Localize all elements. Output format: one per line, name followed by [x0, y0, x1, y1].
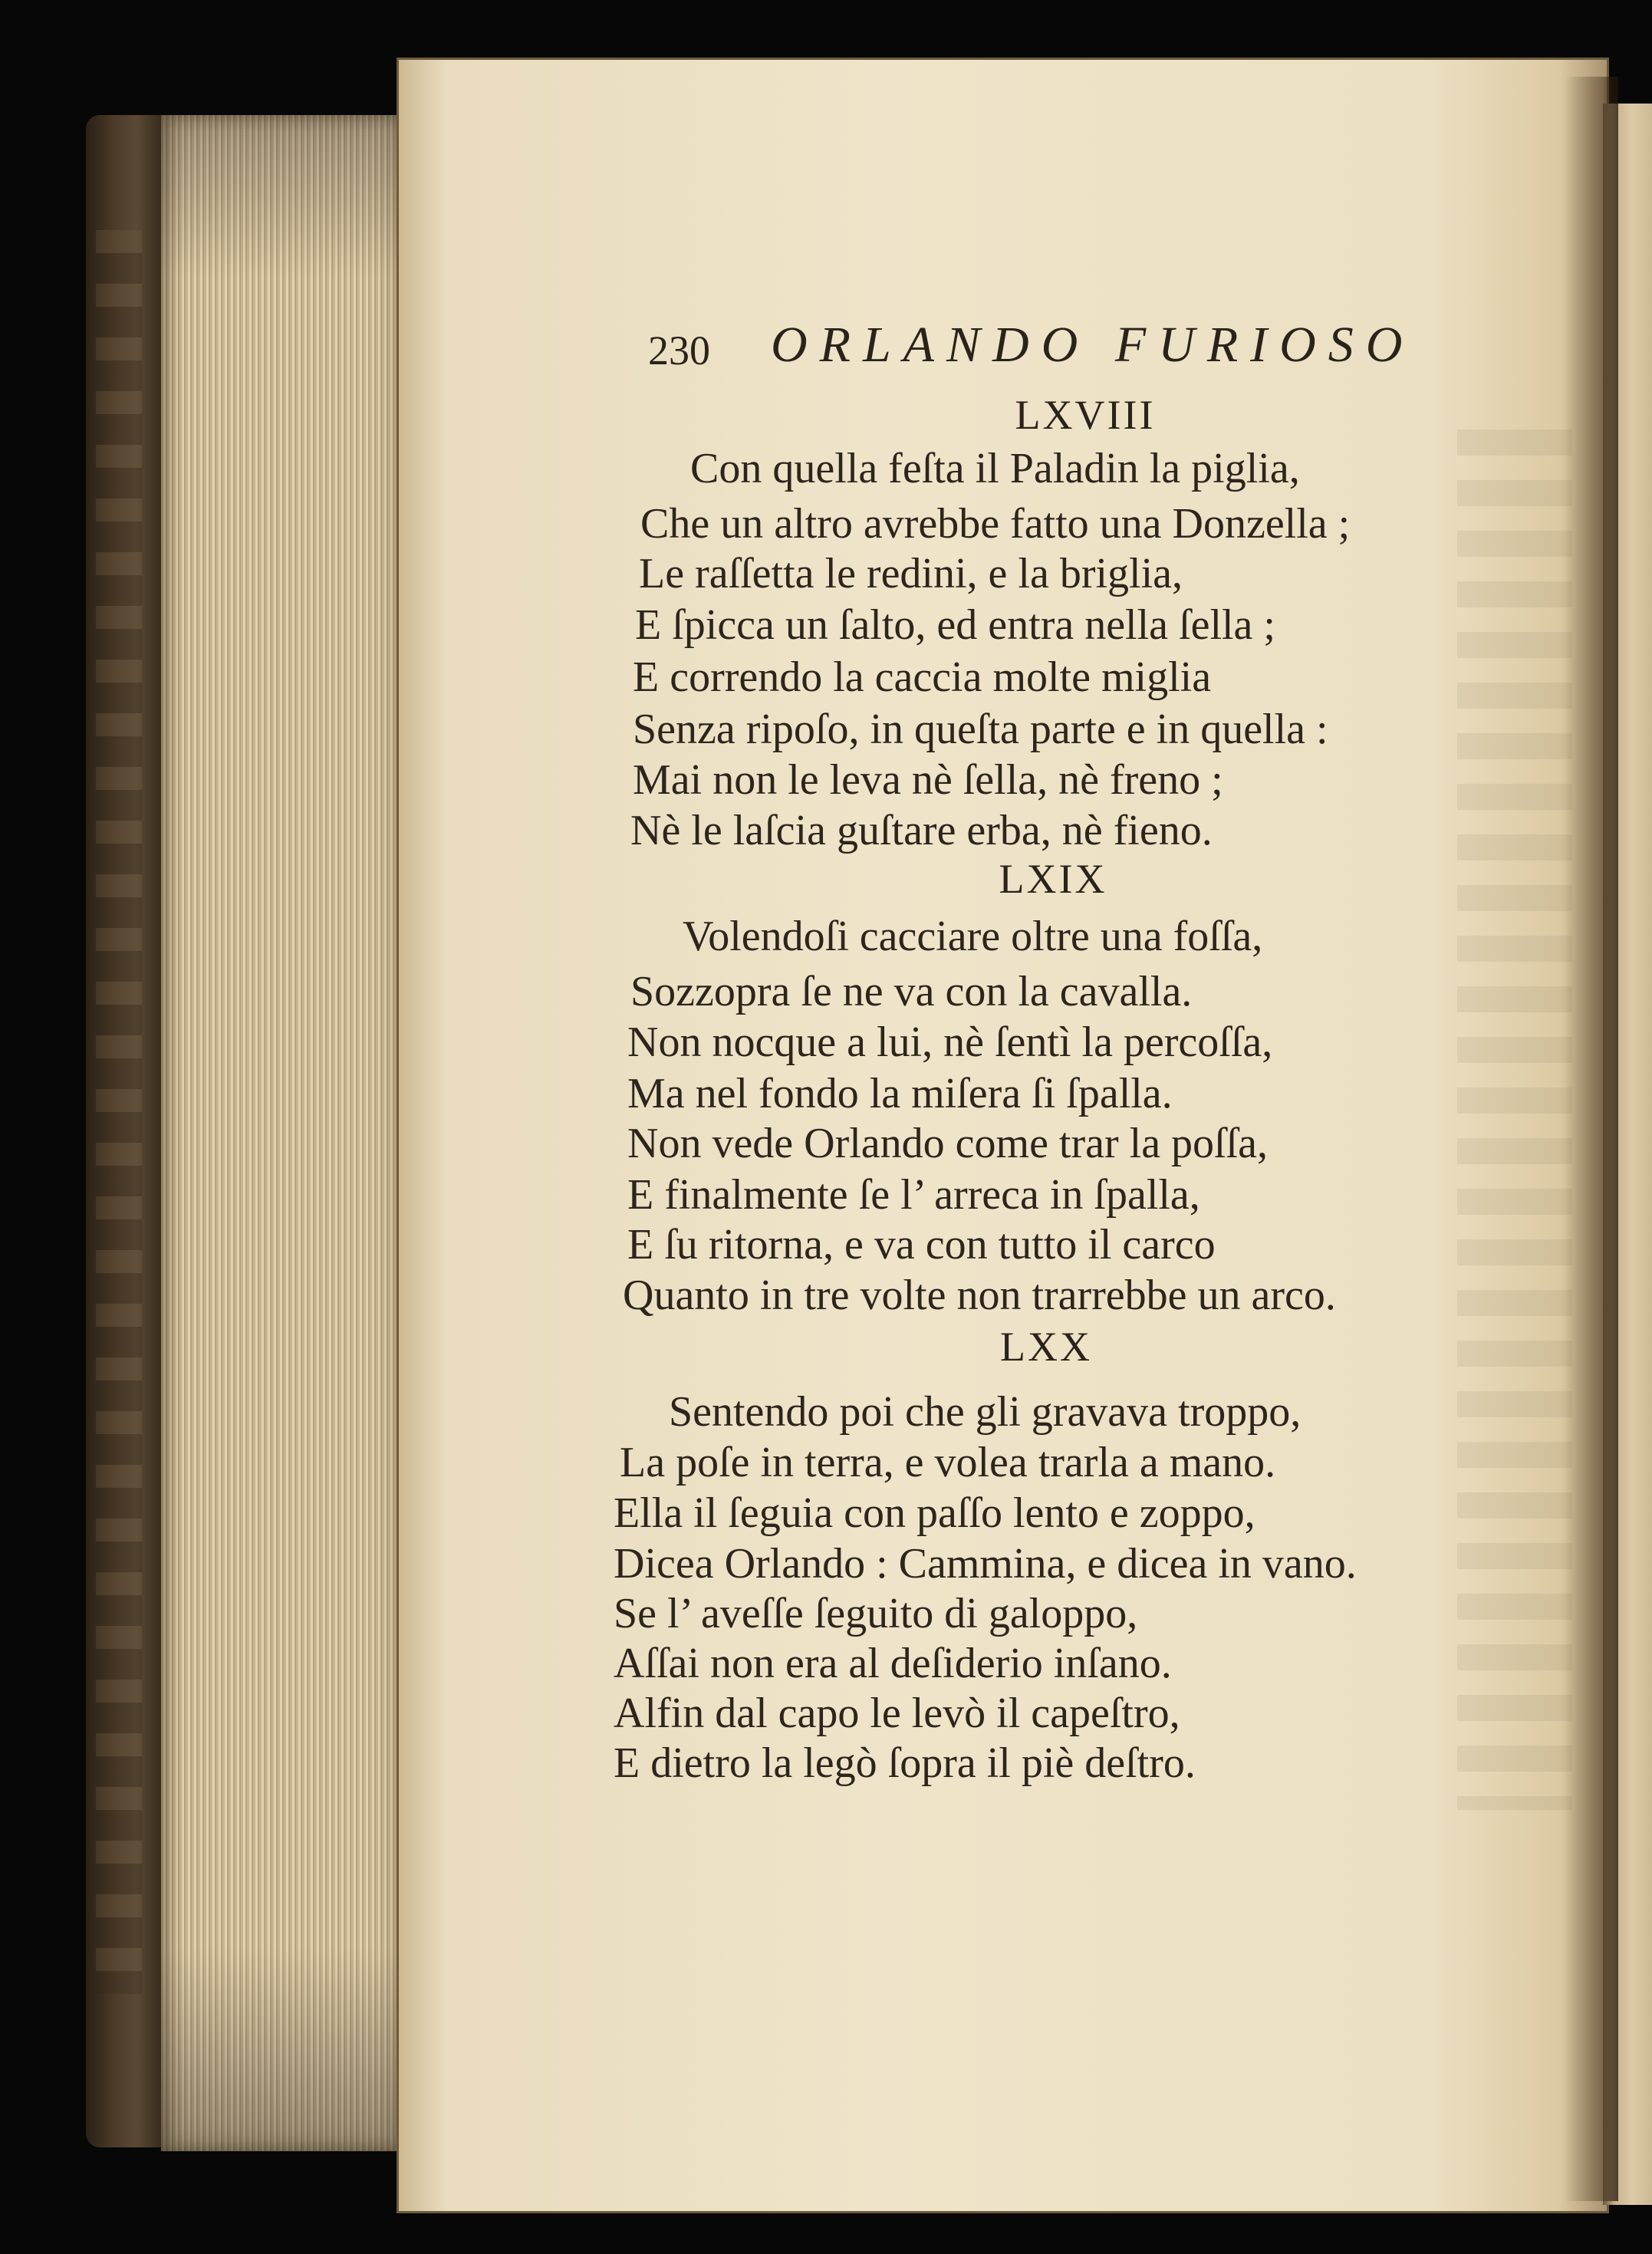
stanza-number: LXX	[1000, 1324, 1092, 1370]
verse-line: Aſſai non era al deſiderio inſano.	[614, 1640, 1172, 1687]
verse-line: Quanto in tre volte non trarrebbe un arco.	[623, 1272, 1336, 1319]
verse-line: E correndo la caccia molte miglia	[633, 653, 1212, 701]
page-edges-shadow	[161, 115, 410, 2151]
verse-line: Sentendo poi che gli gravava troppo,	[669, 1388, 1302, 1436]
verse-line: Ella il ſeguia con paſſo lento e zoppo,	[614, 1489, 1255, 1537]
spine-texture	[96, 230, 142, 1994]
verse-line: E ſu ritorna, e va con tutto il carco	[627, 1221, 1216, 1268]
verse-line: E finalmente ſe l’ arreca in ſpalla,	[627, 1171, 1200, 1219]
verse-line: E dietro la legò ſopra il piè deſtro.	[614, 1739, 1196, 1787]
show-through-text	[1457, 429, 1572, 1810]
verse-line: Ma nel fondo la miſera ſi ſpalla.	[627, 1070, 1173, 1117]
stanza-number: LXIX	[999, 856, 1107, 902]
stanza-number: LXVIII	[1015, 392, 1156, 438]
verse-line: Volendoſi cacciare oltre una foſſa,	[683, 913, 1263, 960]
verse-line: Mai non le leva nè ſella, nè freno ;	[633, 756, 1223, 804]
verse-line: Sozzopra ſe ne va con la cavalla.	[630, 968, 1193, 1015]
verse-line: Non vede Orlando come trar la poſſa,	[627, 1120, 1269, 1167]
verse-line: E ſpicca un ſalto, ed entra nella ſella ;	[635, 601, 1275, 649]
page-number: 230	[648, 327, 710, 373]
verse-line: Se l’ aveſſe ſeguito di galoppo,	[614, 1590, 1138, 1637]
verse-line: Che un altro avrebbe fatto una Donzella ;	[640, 500, 1351, 548]
verse-line: Senza ripoſo, in queſta parte e in quella :	[633, 706, 1328, 753]
verse-line: Nè le laſcia guſtare erba, nè fieno.	[630, 807, 1213, 854]
verse-line: Non nocque a lui, nè ſentì la percoſſa,	[627, 1018, 1273, 1066]
page-header	[648, 316, 1423, 385]
verse-line: Con quella feſta il Paladin la piglia,	[690, 445, 1300, 492]
running-title: ORLANDO FURIOSO	[771, 317, 1415, 373]
verse-line: Alfin dal capo le levò il capeſtro,	[614, 1690, 1180, 1737]
verse-line: Dicea Orlando : Cammina, e dicea in vano.	[614, 1540, 1357, 1588]
page-gutter	[1565, 77, 1618, 2201]
verse-line: La poſe in terra, e volea trarla a mano.	[620, 1439, 1276, 1486]
verse-line: Le raſſetta le redini, e la briglia,	[639, 550, 1183, 597]
